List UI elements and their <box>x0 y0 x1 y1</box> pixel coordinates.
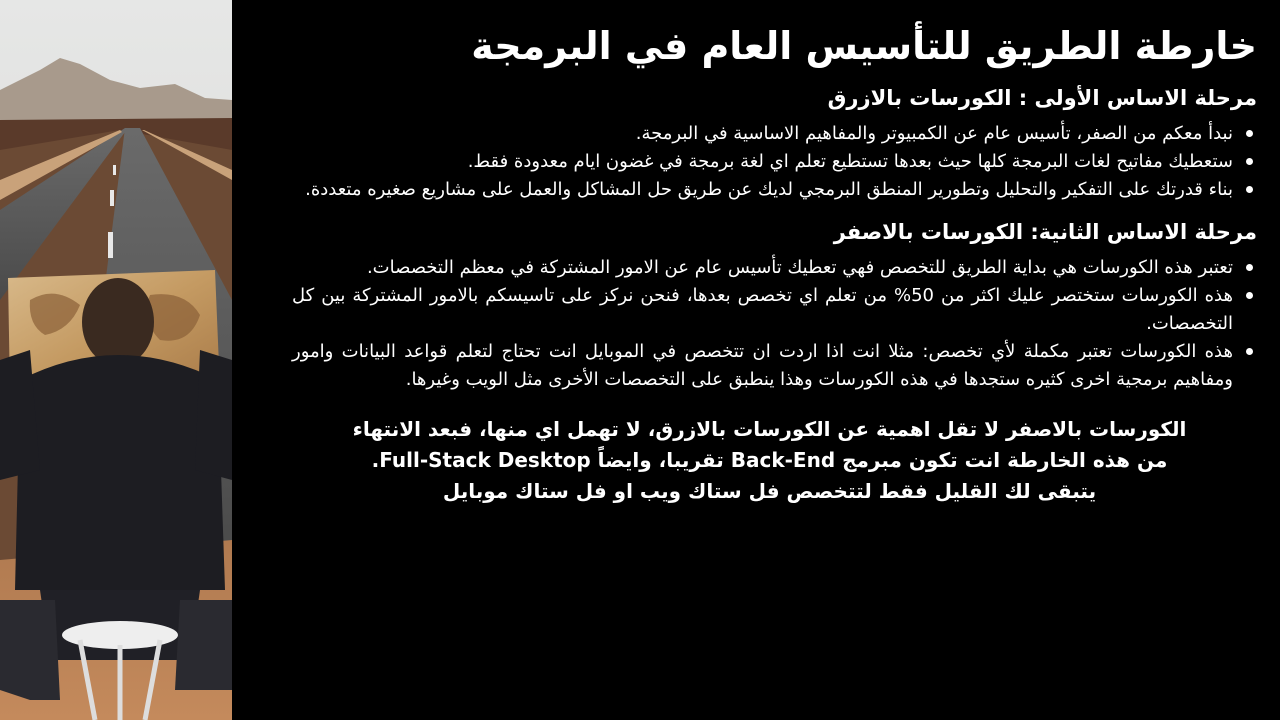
closing-line: يتبقى لك القليل فقط لتتخصص فل ستاك ويب او فل ستاك موبايل <box>442 479 1097 503</box>
list-item: بناء قدرتك على التفكير والتحليل وتطورير المنطق البرمجي لديك عن طريق حل المشاكل والعمل على مشاريع صغيره متعددة. <box>292 176 1233 204</box>
section-heading: مرحلة الاساس الثانية: الكورسات بالاصفر <box>833 220 1257 244</box>
closing-note <box>262 414 1257 507</box>
section-heading: مرحلة الاساس الأولى : الكورسات بالازرق <box>827 86 1257 110</box>
bullet-list <box>262 120 1257 204</box>
list-item: هذه الكورسات تعتبر مكملة لأي تخصص: مثلا انت اذا اردت ان تتخصص في الموبايل انت تحتاج لتعلم قواعد البيانات وامور ومفاهيم برمجية اخرى كثيره ستجدها في هذه الكورسات وهذا ينطبق على التخصصات الأخرى مثل الويب وغيرها. <box>292 338 1233 394</box>
page-title: خارطة الطريق للتأسيس العام في البرمجة <box>471 24 1257 68</box>
section-second-stage <box>262 214 1257 394</box>
roadmap-photo <box>0 0 232 720</box>
list-item: ستعطيك مفاتيح لغات البرمجة كلها حيث بعدها تستطيع تعلم اي لغة برمجة في غضون ايام معدودة فقط. <box>292 148 1233 176</box>
list-item: تعتبر هذه الكورسات هي بداية الطريق للتخصص فهي تعطيك تأسيس عام عن الامور المشتركة في معظم التخصصات. <box>292 254 1233 282</box>
content-panel <box>262 18 1257 507</box>
bullet-list <box>262 254 1257 394</box>
closing-line: من هذه الخارطة انت تكون مبرمج Back-End تقريبا، وايضاً Full-Stack Desktop. <box>371 448 1168 472</box>
list-item: هذه الكورسات ستختصر عليك اكثر من 50% من تعلم اي تخصص بعدها، فنحن نركز على تاسيسكم بالامور المشتركة بين كل التخصصات. <box>292 282 1233 338</box>
closing-line: الكورسات بالاصفر لا تقل اهمية عن الكورسات بالازرق، لا تهمل اي منها، فبعد الانتهاء <box>352 417 1187 441</box>
section-first-stage <box>262 80 1257 204</box>
list-item: نبدأ معكم من الصفر، تأسيس عام عن الكمبيوتر والمفاهيم الاساسية في البرمجة. <box>292 120 1233 148</box>
